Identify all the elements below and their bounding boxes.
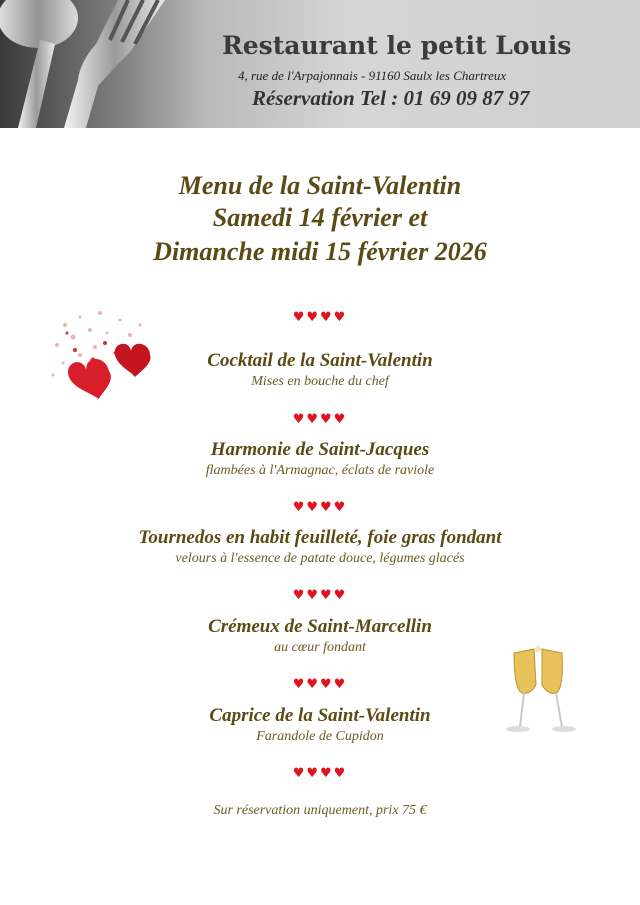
heart-separator: ♥♥♥♥ bbox=[292, 412, 348, 427]
heart-separator: ♥♥♥♥ bbox=[292, 310, 348, 325]
footer-price-note: Sur réservation uniquement, prix 75 € bbox=[213, 803, 427, 818]
dish-name: Crémeux de Saint-Marcellin bbox=[208, 616, 432, 637]
dish-name: Caprice de la Saint-Valentin bbox=[209, 705, 431, 726]
heart-separator: ♥♥♥♥ bbox=[292, 500, 348, 515]
heart-separator: ♥♥♥♥ bbox=[292, 588, 348, 603]
menu-title: Menu de la Saint-Valentin bbox=[178, 171, 462, 200]
header-banner bbox=[0, 0, 640, 128]
heart-separator: ♥♥♥♥ bbox=[292, 677, 348, 692]
dish-description: flambées à l'Armagnac, éclats de raviole bbox=[205, 463, 435, 478]
dish-description: velours à l'essence de patate douce, légumes glacés bbox=[175, 551, 465, 566]
menu-date-line-2: Dimanche midi 15 février 2026 bbox=[153, 237, 487, 266]
menu-date-line-1: Samedi 14 février et bbox=[212, 203, 428, 232]
reservation-phone: Réservation Tel : 01 69 09 87 97 bbox=[252, 86, 530, 110]
cutlery-icon bbox=[0, 0, 230, 128]
restaurant-name: Restaurant le petit Louis bbox=[222, 31, 572, 60]
dish-description: Farandole de Cupidon bbox=[256, 729, 384, 744]
dish-description: Mises en bouche du chef bbox=[251, 374, 389, 389]
heart-separator: ♥♥♥♥ bbox=[292, 766, 348, 781]
dish-description: au cœur fondant bbox=[274, 640, 366, 655]
dish-name: Harmonie de Saint-Jacques bbox=[210, 439, 430, 460]
dish-name: Cocktail de la Saint-Valentin bbox=[207, 350, 433, 371]
restaurant-address: 4, rue de l'Arpajonnais - 91160 Saulx les Chartreux bbox=[238, 68, 507, 83]
dish-name: Tournedos en habit feuilleté, foie gras fondant bbox=[138, 527, 502, 548]
